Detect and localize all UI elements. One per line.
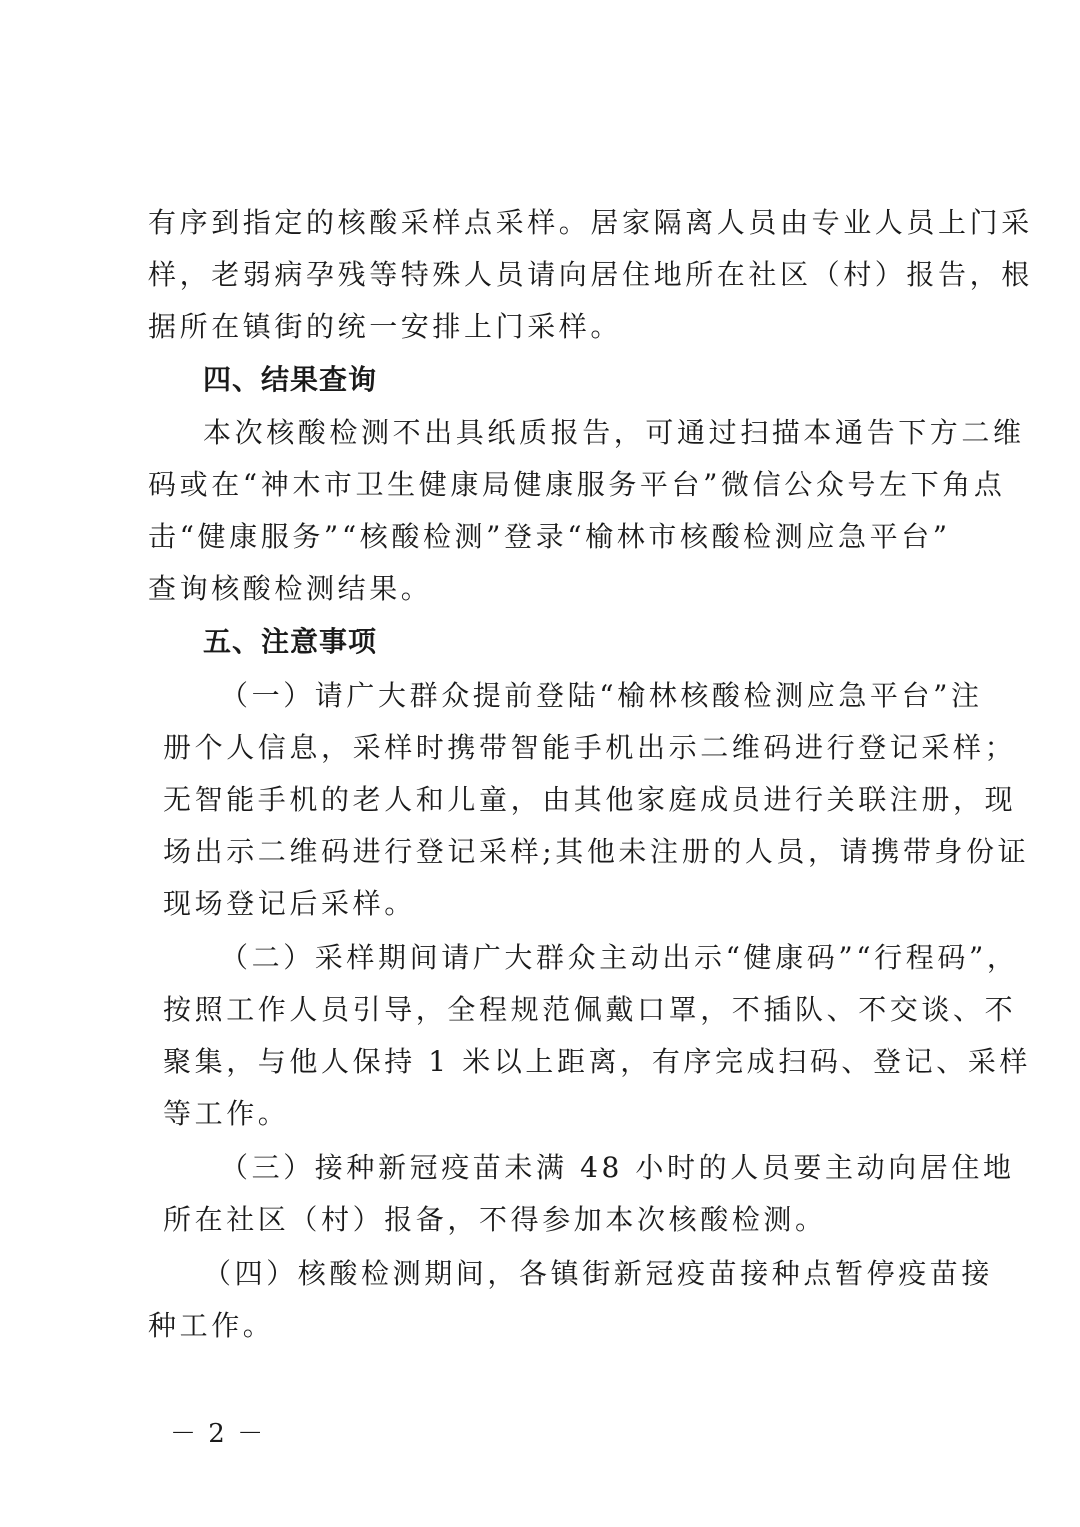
list-item-line: （一）请广大群众提前登陆“榆林核酸检测应急平台”注 [220, 679, 983, 712]
list-item-line: （三）接种新冠疫苗未满 48 小时的人员要主动向居住地 [220, 1151, 1015, 1184]
list-item-line: 无智能手机的老人和儿童，由其他家庭成员进行关联注册，现 [163, 783, 1017, 816]
paragraph-line: 查询核酸检测结果。 [148, 572, 433, 605]
list-item-line: 场出示二维码进行登记采样;其他未注册的人员，请携带身份证 [163, 835, 1030, 868]
paragraph-line: 据所在镇街的统一安排上门采样。 [148, 310, 623, 343]
paragraph-line: 本次核酸检测不出具纸质报告，可通过扫描本通告下方二维 [203, 416, 1025, 449]
paragraph-line: 有序到指定的核酸采样点采样。居家隔离人员由专业人员上门采 [148, 206, 1033, 239]
list-item-line: 册个人信息，采样时携带智能手机出示二维码进行登记采样； [163, 731, 1017, 764]
paragraph-line: 击“健康服务”“核酸检测”登录“榆林市核酸检测应急平台” [148, 520, 951, 553]
list-item-line: 所在社区（村）报备，不得参加本次核酸检测。 [163, 1203, 827, 1236]
list-item-line: 现场登记后采样。 [163, 887, 416, 920]
paragraph-line: 码或在“神木市卫生健康局健康服务平台”微信公众号左下角点 [148, 468, 1006, 501]
list-item-line: 聚集，与他人保持 1 米以上距离，有序完成扫码、登记、采样 [163, 1045, 1032, 1078]
page-number: － 2 － [170, 1419, 266, 1449]
list-item-line: 按照工作人员引导，全程规范佩戴口罩，不插队、不交谈、不 [163, 993, 1017, 1026]
list-item-line: （二）采样期间请广大群众主动出示“健康码”“行程码”， [220, 941, 1019, 974]
list-item-line: （四）核酸检测期间，各镇街新冠疫苗接种点暂停疫苗接 [203, 1257, 994, 1290]
paragraph-line: 样，老弱病孕残等特殊人员请向居住地所在社区（村）报告，根 [148, 258, 1033, 291]
section-heading-notes: 五、注意事项 [203, 625, 378, 658]
list-item-line: 等工作。 [163, 1097, 290, 1130]
section-heading-results-query: 四、结果查询 [203, 363, 378, 396]
list-item-line: 种工作。 [148, 1309, 275, 1342]
